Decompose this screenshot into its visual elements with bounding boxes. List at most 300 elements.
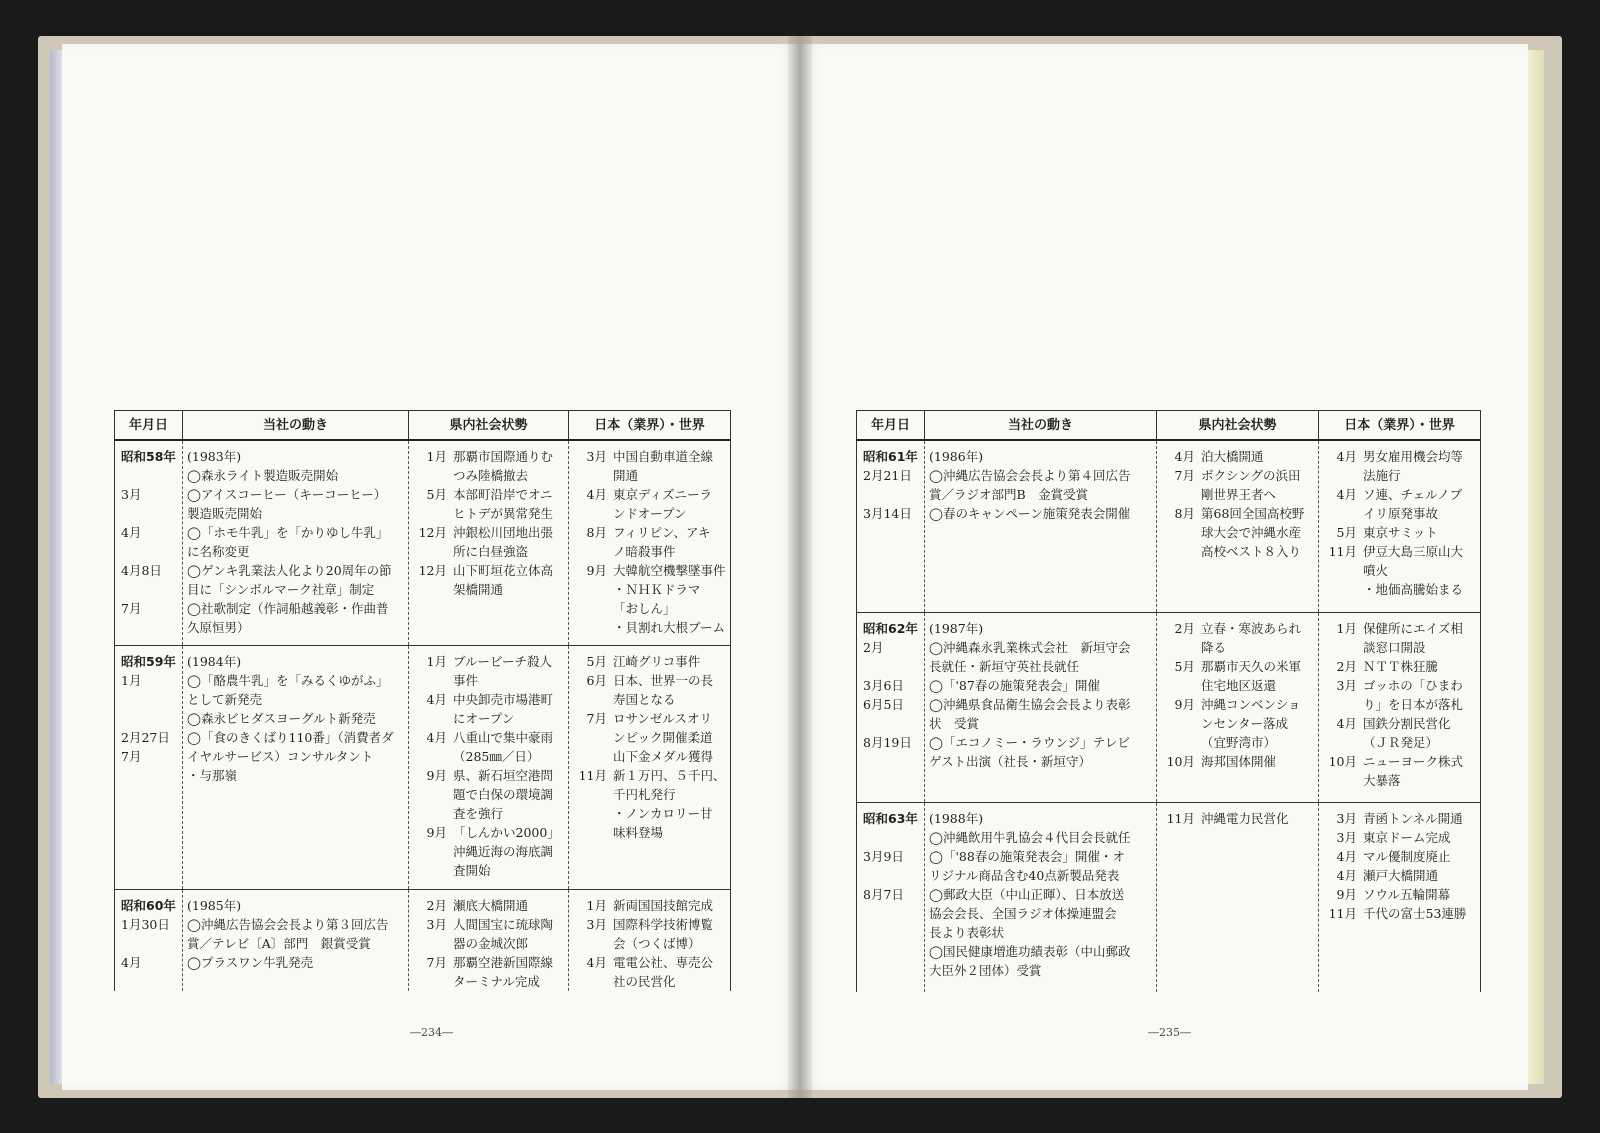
event-month xyxy=(1319,638,1363,657)
event-month xyxy=(1319,466,1363,485)
event-line xyxy=(409,580,568,599)
event-line xyxy=(569,652,730,671)
event-month: 5月 xyxy=(1336,525,1357,540)
header-local: 県内社会状勢 xyxy=(1157,411,1319,441)
event-text: 事件 xyxy=(453,672,479,688)
era-label: 昭和60年 xyxy=(121,897,176,913)
event-month: 8月 xyxy=(586,525,607,540)
event-line xyxy=(409,861,568,880)
date-label: 7月 xyxy=(121,748,142,764)
date-label: 8月19日 xyxy=(863,734,912,750)
event-text: 日本、世界一の長 xyxy=(613,672,714,688)
event-text: 男女雇用機会均等 xyxy=(1363,449,1464,464)
world-cell xyxy=(569,645,731,889)
date-cell xyxy=(857,802,925,992)
company-cell xyxy=(925,802,1157,992)
event-text: 沖縄コンベンショ xyxy=(1201,696,1301,712)
event-text: 人間国宝に琉球陶 xyxy=(453,916,554,932)
event-line xyxy=(569,934,730,953)
event-text: 八重山で集中豪雨 xyxy=(453,729,554,745)
event-text: 新１万円、５千円、 xyxy=(613,767,726,783)
event-month: 5月 xyxy=(586,653,607,669)
event-text: 那覇市国際通りむ xyxy=(453,449,554,464)
event-text: 千代の富士53連勝 xyxy=(1363,905,1467,921)
event-line xyxy=(569,896,730,915)
event-text: 伊豆大島三原山大 xyxy=(1363,544,1464,559)
event-line xyxy=(1319,504,1480,523)
event-line xyxy=(409,785,568,804)
company-line: ◯沖縄県食品衛生協会会長より表彰 xyxy=(929,696,1131,712)
event-line xyxy=(1157,676,1318,695)
event-line xyxy=(1157,809,1318,828)
event-month: 9月 xyxy=(1336,886,1357,902)
event-month: 1月 xyxy=(426,449,447,464)
event-month: 9月 xyxy=(586,563,607,578)
event-month xyxy=(569,747,613,766)
date-label: 2月 xyxy=(863,639,884,655)
event-text: 県、新石垣空港問 xyxy=(453,767,554,783)
event-text: （ＪＲ発足） xyxy=(1363,734,1439,750)
event-text: 泊大橋開通 xyxy=(1201,449,1264,464)
event-line xyxy=(409,561,568,580)
event-line xyxy=(409,766,568,785)
event-line xyxy=(1157,447,1318,466)
event-month: 4月 xyxy=(426,729,447,745)
event-text: 開通 xyxy=(613,468,639,483)
event-month: 4月 xyxy=(1336,487,1357,502)
event-line xyxy=(569,823,730,842)
header-company: 当社の動き xyxy=(183,411,409,441)
company-line: イヤルサービス）コンサルタント xyxy=(187,748,374,764)
event-month: 2月 xyxy=(426,897,447,913)
event-line xyxy=(409,823,568,842)
event-line xyxy=(569,915,730,934)
event-month xyxy=(569,466,613,485)
event-month xyxy=(1157,676,1201,695)
event-line xyxy=(1319,447,1480,466)
event-line xyxy=(1319,828,1480,847)
event-text: 沖縄近海の海底調 xyxy=(453,843,554,859)
local-cell xyxy=(1157,802,1319,992)
event-text: 海邦国体開催 xyxy=(1201,753,1277,769)
event-text: 東京ディズニーラ xyxy=(613,487,713,502)
event-line xyxy=(409,652,568,671)
event-line xyxy=(409,523,568,542)
event-text: ボクシングの浜田 xyxy=(1201,468,1301,483)
event-month xyxy=(569,823,613,842)
event-line xyxy=(569,504,730,523)
event-month: 1月 xyxy=(426,653,447,669)
event-line xyxy=(1157,542,1318,561)
event-text: 中国自動車道全線 xyxy=(613,449,714,464)
event-month: 5月 xyxy=(426,487,447,502)
event-text: 保健所にエイズ相 xyxy=(1363,620,1463,636)
event-line xyxy=(1319,752,1480,771)
event-line xyxy=(409,842,568,861)
event-month xyxy=(409,709,453,728)
event-month: 3月 xyxy=(1336,829,1357,845)
event-text: 千円札発行 xyxy=(613,786,676,802)
date-label: 7月 xyxy=(121,601,142,616)
event-text: ンドオープン xyxy=(613,506,687,521)
event-line xyxy=(569,953,730,972)
event-month: 7月 xyxy=(426,954,447,970)
event-text: 山下町垣花立体高 xyxy=(453,563,554,578)
event-line xyxy=(1319,904,1480,923)
event-line xyxy=(1157,504,1318,523)
date-label: 3月14日 xyxy=(863,506,912,521)
event-month: 10月 xyxy=(1166,753,1195,769)
event-month: 11月 xyxy=(1328,544,1357,559)
world-cell xyxy=(569,440,731,645)
company-cell xyxy=(183,645,409,889)
event-month xyxy=(569,804,613,823)
event-month xyxy=(409,972,453,991)
date-label: 1月30日 xyxy=(121,916,170,932)
event-text: 球大会で沖縄水産 xyxy=(1201,525,1302,540)
company-line: ◯沖縄広告協会会長より第４回広告 xyxy=(929,468,1131,483)
event-line xyxy=(1319,771,1480,790)
event-text: 沖銀松川団地出張 xyxy=(453,525,554,540)
event-text: ロサンゼルスオリ xyxy=(613,710,713,726)
event-month: 5月 xyxy=(1174,658,1195,674)
header-world: 日本（業界）・世界 xyxy=(569,411,731,441)
company-line: ◯国民健康増進功績表彰（中山郵政 xyxy=(929,943,1131,959)
event-text: 立春・寒波あられ xyxy=(1201,620,1302,636)
event-text: 架橋開通 xyxy=(453,582,504,597)
company-line: 長より表彰状 xyxy=(929,924,1005,940)
event-month xyxy=(1157,542,1201,561)
event-line xyxy=(1319,809,1480,828)
event-text: にオープン xyxy=(453,710,515,726)
event-line xyxy=(1319,885,1480,904)
era-label: 昭和58年 xyxy=(121,449,176,464)
event-line xyxy=(1319,847,1480,866)
company-line: (1984年) xyxy=(187,653,242,669)
event-text: 瀬底大橋開通 xyxy=(453,897,529,913)
date-label xyxy=(121,709,182,728)
event-text: 国鉄分割民営化 xyxy=(1363,715,1451,731)
company-line: ゲスト出演（社長・新垣守） xyxy=(929,753,1092,769)
event-month xyxy=(409,466,453,485)
event-text: ・貝割れ大根ブーム xyxy=(613,620,726,635)
header-date: 年月日 xyxy=(857,411,925,441)
event-line xyxy=(569,728,730,747)
date-label: 3月 xyxy=(121,487,142,502)
table-row xyxy=(115,645,731,889)
company-line: 状 受賞 xyxy=(929,715,980,731)
date-label xyxy=(863,657,924,676)
event-month: 1月 xyxy=(586,897,607,913)
event-month xyxy=(409,747,453,766)
date-label xyxy=(121,504,182,523)
date-label: 3月9日 xyxy=(863,848,904,864)
era-label: 昭和62年 xyxy=(863,620,918,636)
event-text: フィリピン、アキ xyxy=(613,525,711,540)
header-local: 県内社会状勢 xyxy=(409,411,569,441)
company-line: ◯ゲンキ乳業法人化より20周年の節 xyxy=(187,563,392,578)
event-month: 4月 xyxy=(1336,848,1357,864)
event-month xyxy=(569,618,613,637)
event-line xyxy=(1319,733,1480,752)
date-label: 8月7日 xyxy=(863,886,904,902)
event-text: 談窓口開設 xyxy=(1363,639,1426,655)
event-month xyxy=(1157,523,1201,542)
page-edge-right xyxy=(1528,50,1544,1084)
event-month xyxy=(569,972,613,991)
event-text: 沖縄電力民営化 xyxy=(1201,810,1289,826)
event-text: 会（つくば博） xyxy=(613,935,701,951)
company-line: ◯「エコノミー・ラウンジ」テレビ xyxy=(929,734,1130,750)
event-month xyxy=(1319,561,1363,580)
table-row xyxy=(857,612,1481,802)
event-month xyxy=(1157,638,1201,657)
event-month: 9月 xyxy=(426,767,447,783)
event-line xyxy=(409,542,568,561)
event-text: （285㎜／日） xyxy=(453,748,540,764)
date-cell xyxy=(115,889,183,991)
local-cell xyxy=(1157,612,1319,802)
event-text: （宜野湾市） xyxy=(1201,734,1277,750)
date-cell xyxy=(857,612,925,802)
company-line: (1983年) xyxy=(187,449,242,464)
date-label xyxy=(121,466,182,485)
event-text: 査開始 xyxy=(453,862,491,878)
event-month: 4月 xyxy=(586,954,607,970)
event-text: り」を日本が落札 xyxy=(1363,696,1464,712)
date-label xyxy=(121,542,182,561)
company-cell xyxy=(183,440,409,645)
event-line xyxy=(569,618,730,637)
event-line xyxy=(409,804,568,823)
event-month xyxy=(409,861,453,880)
event-month: 4月 xyxy=(1336,715,1357,731)
era-label: 昭和63年 xyxy=(863,810,918,826)
event-line xyxy=(1319,714,1480,733)
event-month: 9月 xyxy=(1174,696,1195,712)
event-text: ンピック開催柔道 xyxy=(613,729,713,745)
event-text: ンセンター落成 xyxy=(1201,715,1289,731)
event-text: ・ノンカロリー甘 xyxy=(613,805,713,821)
event-month xyxy=(1157,733,1201,752)
date-label xyxy=(863,866,924,885)
date-label: 2月21日 xyxy=(863,468,912,483)
event-text: 東京サミット xyxy=(1363,525,1438,540)
event-text: 東京ドーム完成 xyxy=(1363,829,1451,845)
event-month: 4月 xyxy=(586,487,607,502)
event-month xyxy=(409,504,453,523)
event-month xyxy=(409,804,453,823)
event-line xyxy=(409,504,568,523)
date-cell xyxy=(115,440,183,645)
event-line xyxy=(409,671,568,690)
event-line xyxy=(569,485,730,504)
event-line xyxy=(1157,619,1318,638)
event-line xyxy=(1319,561,1480,580)
event-text: ブルービーチ殺人 xyxy=(453,653,553,669)
event-line xyxy=(1319,580,1480,599)
company-line: 長就任・新垣守英社長就任 xyxy=(929,658,1080,674)
company-cell xyxy=(183,889,409,991)
company-line: ◯「酪農牛乳」を「みるくゆがふ」 xyxy=(187,672,389,688)
event-line xyxy=(1157,638,1318,657)
event-line xyxy=(1319,866,1480,885)
company-line: ◯「ホモ牛乳」を「かりゆし牛乳」 xyxy=(187,525,389,540)
event-month xyxy=(1319,771,1363,790)
event-month xyxy=(569,599,613,618)
company-line: ◯沖縄森永乳業株式会社 新垣守会 xyxy=(929,639,1131,655)
company-line: ・与那嶺 xyxy=(187,767,238,783)
world-cell xyxy=(1319,612,1481,802)
event-month xyxy=(569,504,613,523)
event-month: 4月 xyxy=(1336,867,1357,883)
company-line: 久原恒男） xyxy=(187,620,250,635)
company-line: 目に「シンボルマーク社章」制定 xyxy=(187,582,375,597)
company-line: ◯春のキャンペーン施策発表会開催 xyxy=(929,506,1131,521)
event-month: 8月 xyxy=(1174,506,1195,521)
date-label: 3月6日 xyxy=(863,677,904,693)
event-text: 瀬戸大橋開通 xyxy=(1363,867,1439,883)
event-line xyxy=(1319,619,1480,638)
event-line xyxy=(569,766,730,785)
company-line: ◯プラスワン牛乳発売 xyxy=(187,954,314,970)
event-line xyxy=(569,747,730,766)
event-text: 中央卸売市場港町 xyxy=(453,691,554,707)
date-cell xyxy=(115,645,183,889)
date-label: 1月 xyxy=(121,672,142,688)
date-label xyxy=(121,934,182,953)
event-line xyxy=(569,447,730,466)
event-month xyxy=(409,580,453,599)
event-text: 法施行 xyxy=(1363,468,1401,483)
event-text: 査を強行 xyxy=(453,805,504,821)
company-line: 協会会長、全国ラジオ体操連盟会 xyxy=(929,905,1117,921)
event-text: 第68回全国高校野 xyxy=(1201,506,1305,521)
world-cell xyxy=(1319,440,1481,612)
event-month: 4月 xyxy=(1336,449,1357,464)
company-line: ◯森永ライト製造販売開始 xyxy=(187,468,339,483)
event-text: 降る xyxy=(1201,639,1227,655)
event-text: 那覇市天久の米軍 xyxy=(1201,658,1302,674)
event-text: ソウル五輪開幕 xyxy=(1363,886,1451,902)
event-text: ソ連、チェルノブ xyxy=(1363,487,1463,502)
event-month xyxy=(1319,695,1363,714)
event-text: ターミナル完成 xyxy=(453,973,540,989)
event-month xyxy=(409,671,453,690)
event-month: 2月 xyxy=(1336,658,1357,674)
company-line: に名称変更 xyxy=(187,544,250,559)
date-label xyxy=(121,690,182,709)
date-label xyxy=(863,828,924,847)
event-text: 電電公社、専売公 xyxy=(613,954,714,970)
event-text: 新両国国技館完成 xyxy=(613,897,714,913)
date-label: 6月5日 xyxy=(863,696,904,712)
event-month xyxy=(569,785,613,804)
event-line xyxy=(569,785,730,804)
event-month: 9月 xyxy=(426,824,447,840)
event-month: 11月 xyxy=(1166,810,1195,826)
left-chronology-table xyxy=(114,410,731,991)
event-line xyxy=(1319,676,1480,695)
event-line xyxy=(409,466,568,485)
event-text: 住宅地区返還 xyxy=(1201,677,1277,693)
event-line xyxy=(1157,695,1318,714)
event-line xyxy=(1157,485,1318,504)
event-month xyxy=(569,580,613,599)
table-row xyxy=(857,440,1481,612)
event-text: マル優制度廃止 xyxy=(1363,848,1451,864)
event-line xyxy=(1319,638,1480,657)
event-month: 7月 xyxy=(586,710,607,726)
book-spine xyxy=(788,36,812,1098)
event-line xyxy=(1319,466,1480,485)
date-label xyxy=(863,714,924,733)
event-line xyxy=(1319,523,1480,542)
event-text: 味料登場 xyxy=(613,824,664,840)
event-line xyxy=(1157,752,1318,771)
event-text: 国際科学技術博覧 xyxy=(613,916,714,932)
page-number-right: ―235― xyxy=(1148,1026,1191,1039)
event-line xyxy=(569,580,730,599)
date-label: 4月8日 xyxy=(121,563,162,578)
event-month xyxy=(569,542,613,561)
date-label: 2月27日 xyxy=(121,729,170,745)
company-line: ◯沖縄飲用牛乳協会４代目会長就任 xyxy=(929,829,1131,845)
event-text: 所に白昼強盗 xyxy=(453,544,529,559)
event-month xyxy=(569,728,613,747)
local-cell xyxy=(409,889,569,991)
event-line xyxy=(409,690,568,709)
event-text: 青函トンネル開通 xyxy=(1363,810,1463,826)
event-month xyxy=(409,542,453,561)
event-line xyxy=(569,466,730,485)
event-month: 2月 xyxy=(1174,620,1195,636)
event-text: ＮＴＴ株狂騰 xyxy=(1363,658,1439,674)
event-text: ゴッホの「ひまわ xyxy=(1363,677,1463,693)
event-text: 高校ベスト８入り xyxy=(1201,544,1302,559)
date-cell xyxy=(857,440,925,612)
event-text: 題で白保の環境調 xyxy=(453,786,554,802)
event-line xyxy=(409,934,568,953)
table-row xyxy=(115,889,731,991)
event-month xyxy=(569,934,613,953)
event-line xyxy=(569,972,730,991)
company-line: ◯「'88春の施策発表会」開催・オ xyxy=(929,848,1125,864)
company-line: 賞／ラジオ部門B 金賞受賞 xyxy=(929,487,1089,502)
event-line xyxy=(569,690,730,709)
event-text: 大韓航空機撃墜事件 xyxy=(613,563,726,578)
event-text: ノ暗殺事件 xyxy=(613,544,676,559)
event-month: 3月 xyxy=(426,916,447,932)
world-cell xyxy=(1319,802,1481,992)
company-line: 賞／テレビ〔A〕部門 銀賞受賞 xyxy=(187,935,371,951)
company-line: として新発売 xyxy=(187,691,263,707)
company-line: リジナル商品含む40点新製品発表 xyxy=(929,867,1120,883)
era-label: 昭和59年 xyxy=(121,653,176,669)
event-text: 社の民営化 xyxy=(613,973,676,989)
event-text: ・ＮＨＫドラマ xyxy=(613,582,701,597)
company-line: 大臣外２団体）受賞 xyxy=(929,962,1042,978)
header-company: 当社の動き xyxy=(925,411,1157,441)
company-line: ◯「食のきくばり110番」（消費者ダ xyxy=(187,729,394,745)
company-cell xyxy=(925,612,1157,802)
date-label: 4月 xyxy=(121,954,142,970)
event-text: 剛世界王者へ xyxy=(1201,487,1277,502)
page-number-left: ―234― xyxy=(410,1026,453,1039)
event-line xyxy=(1319,542,1480,561)
header-world: 日本（業界）・世界 xyxy=(1319,411,1481,441)
date-label xyxy=(121,618,182,637)
